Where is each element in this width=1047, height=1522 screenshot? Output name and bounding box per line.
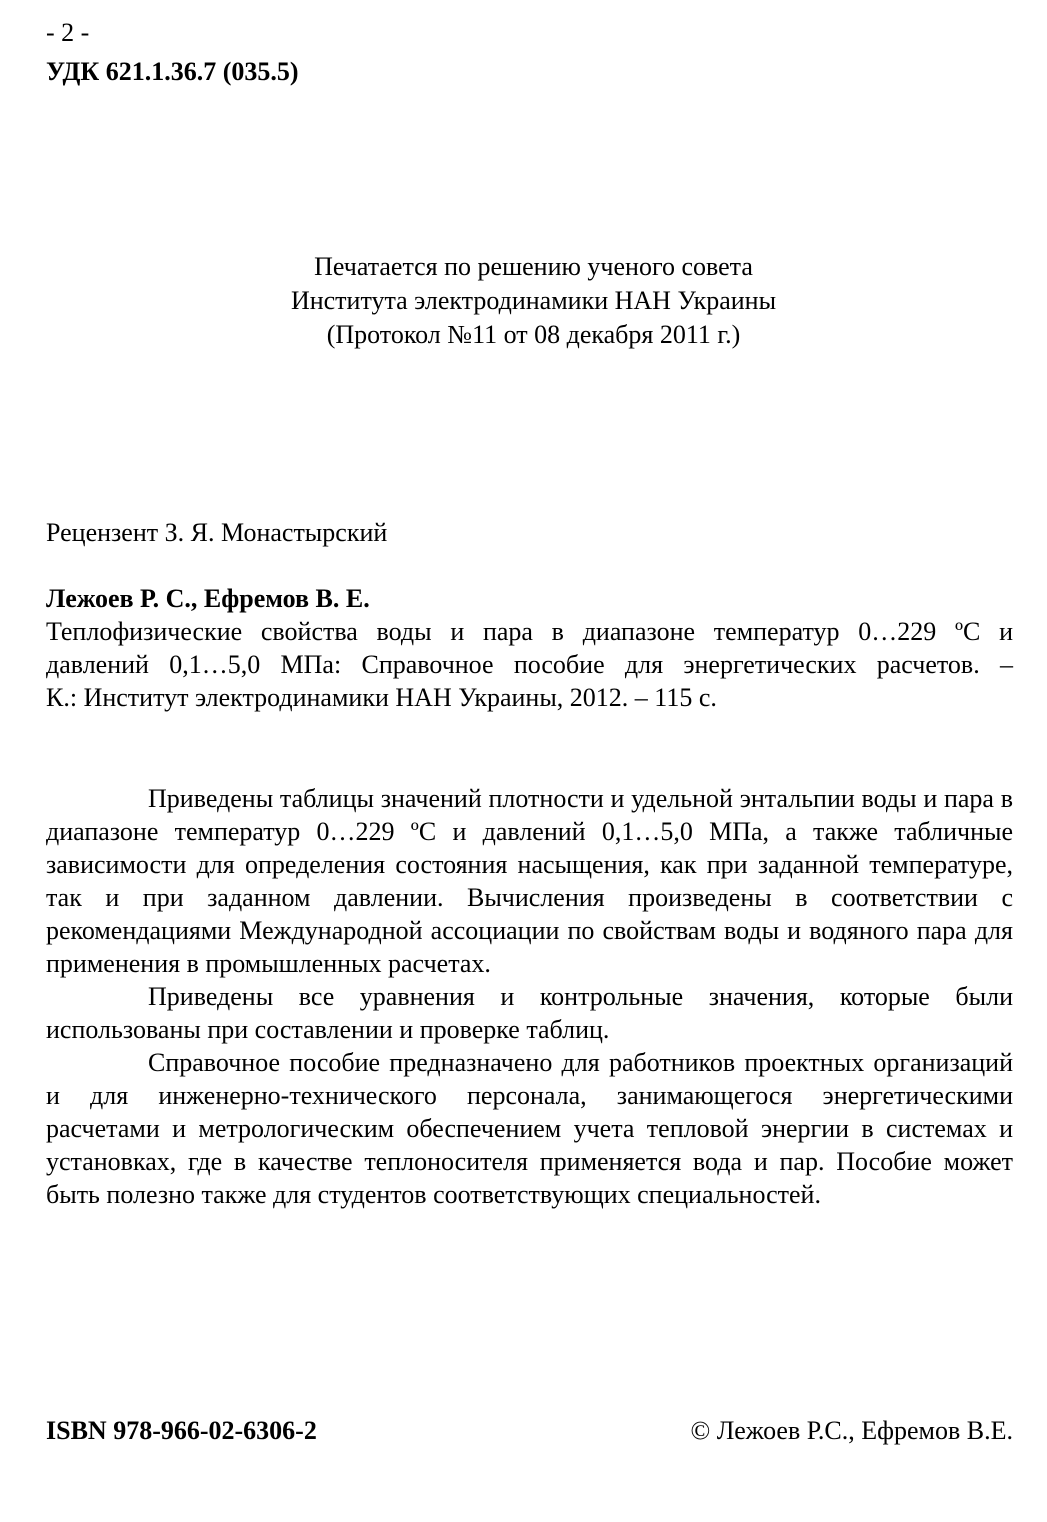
abstract-paragraph-3: Справочное пособие предназначено для работников проектных организаций и для инженерно-технического персонала, занимающегося энергетическими расчетами и метрологическим обеспечением учета тепловой энергии в системах и установках, где в качестве теплоносителя применяется вода и пар. Пособие может быть полезно также для студентов соответствующих специальностей. [46, 1048, 1013, 1209]
bibliography-line-3: К.: Институт электродинамики НАН Украины, 2012. – 115 с. [46, 683, 717, 712]
copyright: © Лежоев Р.С., Ефремов В.Е. [690, 1416, 1013, 1445]
approval-line-1: Печатается по решению ученого совета [314, 252, 753, 281]
abstract [46, 782, 1013, 1211]
udk-code: УДК 621.1.36.7 (035.5) [46, 57, 299, 86]
authors: Лежоев Р. С., Ефремов В. Е. [46, 584, 370, 613]
isbn: ISBN 978-966-02-6306-2 [46, 1416, 317, 1445]
abstract-paragraph-1: Приведены таблицы значений плотности и удельной энтальпии воды и пара в диапазоне температур 0…229 ºС и давлений 0,1…5,0 МПа, а также табличные зависимости для определения состояния насыщения, как при заданной температуре, так и при заданном давлении. Вычисления произведены в соответствии с рекомендациями Международной ассоциации по свойствам воды и водяного пара для применения в промышленных расчетах. [46, 784, 1013, 978]
approval-line-2: Института электродинамики НАН Украины [290, 286, 777, 315]
approval-line-3: (Протокол №11 от 08 декабря 2011 г.) [326, 320, 741, 349]
page-number: - 2 - [46, 18, 90, 47]
publication-approval [0, 250, 1047, 352]
reviewer: Рецензент З. Я. Монастырский [46, 518, 388, 547]
bibliographic-record [46, 582, 1013, 714]
bibliography-line-1: Теплофизические свойства воды и пара в диапазоне температур 0…229 ºС и [46, 617, 1013, 646]
abstract-paragraph-2: Приведены все уравнения и контрольные значения, которые были использованы при составлении и проверке таблиц. [46, 982, 1013, 1044]
bibliography-line-2: давлений 0,1…5,0 МПа: Справочное пособие для энергетических расчетов. – [46, 650, 1013, 679]
